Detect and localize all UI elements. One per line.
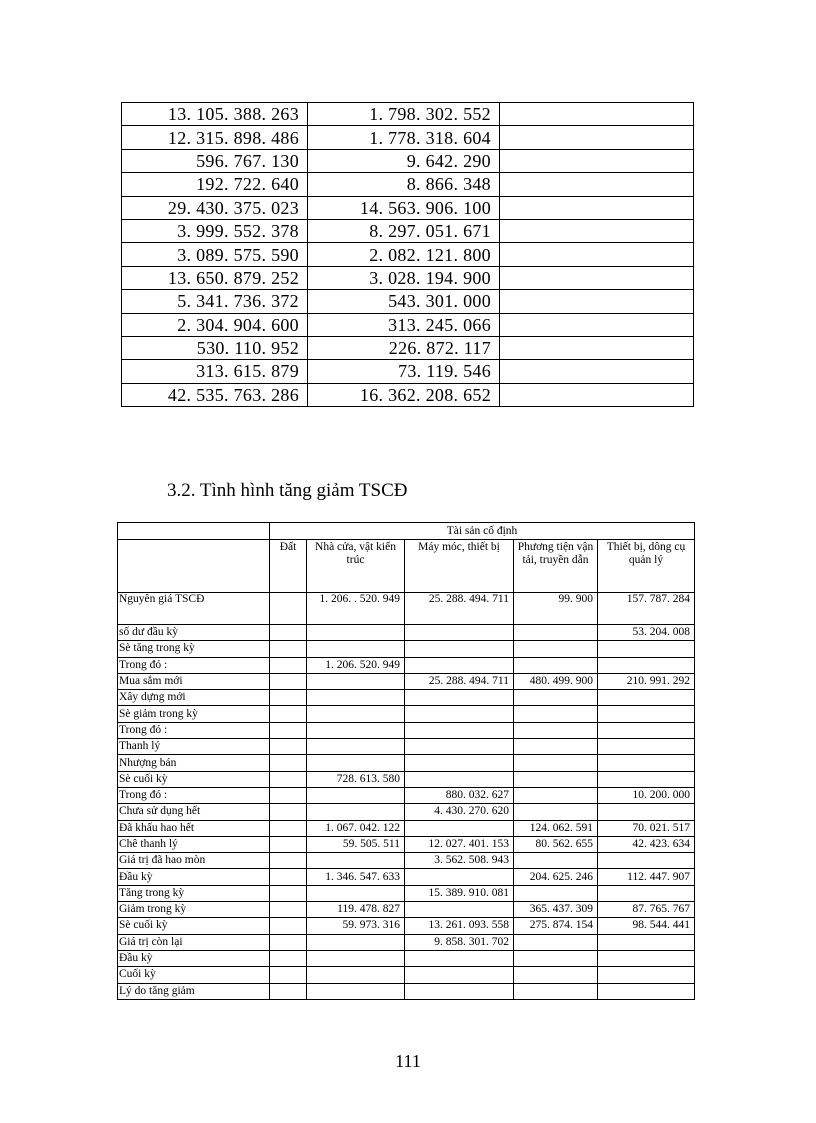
value-cell [307,967,405,983]
row-label: Sè cuối kỳ [118,918,270,934]
value-cell: 1. 206. . 520. 949 [307,593,405,625]
value-cell [405,820,514,836]
value-cell [307,885,405,901]
table-row [118,902,695,918]
table-cell: 9. 642. 290 [308,149,500,172]
table-cell: 13. 650. 879. 252 [122,266,308,289]
table-row [122,313,694,336]
value-cell [514,983,598,999]
value-cell: 13. 261. 093. 558 [405,918,514,934]
value-cell: 157. 787. 284 [598,593,695,625]
value-cell: 99. 900 [514,593,598,625]
table-row [122,103,694,126]
value-cell [405,950,514,966]
value-cell [514,787,598,803]
table-row [122,149,694,172]
value-cell [514,934,598,950]
value-cell: 15. 389. 910. 081 [405,885,514,901]
table-row [118,934,695,950]
value-cell [598,934,695,950]
value-cell [270,820,307,836]
value-cell: 9. 858. 301. 702 [405,934,514,950]
value-cell: 119. 478. 827 [307,902,405,918]
header-blank-cell [118,523,270,540]
value-cell [307,804,405,820]
table-row [118,690,695,706]
table-row [118,804,695,820]
value-cell [514,950,598,966]
value-cell: 10. 200. 000 [598,787,695,803]
row-label: Chê thanh lý [118,836,270,852]
row-label: Trong đó : [118,722,270,738]
table-row [118,771,695,787]
value-cell [307,690,405,706]
value-cell [598,950,695,966]
value-cell [270,706,307,722]
table-cell: 8. 866. 348 [308,173,500,196]
top-figures-table [121,102,694,407]
value-cell [514,967,598,983]
value-cell [598,967,695,983]
table-cell: 543. 301. 000 [308,290,500,313]
value-cell [405,739,514,755]
table-cell: 16. 362. 208. 652 [308,383,500,406]
value-cell: 98. 544. 441 [598,918,695,934]
table-row [118,820,695,836]
table-cell [500,383,694,406]
value-cell: 25. 288. 494. 711 [405,673,514,689]
value-cell [307,739,405,755]
header-blank-cell [118,540,270,593]
row-label: số dư đầu kỳ [118,625,270,641]
value-cell [598,722,695,738]
table-cell: 1. 798. 302. 552 [308,103,500,126]
value-cell [514,722,598,738]
value-cell: 210. 991. 292 [598,673,695,689]
table-row [118,885,695,901]
value-cell [405,755,514,771]
value-cell [405,869,514,885]
table-cell [500,173,694,196]
value-cell: 42. 423. 634 [598,836,695,852]
table-cell [500,313,694,336]
table-row [122,243,694,266]
table-cell: 13. 105. 388. 263 [122,103,308,126]
value-cell [270,804,307,820]
value-cell: 25. 288. 494. 711 [405,593,514,625]
value-cell [270,690,307,706]
value-cell [598,657,695,673]
value-cell [270,641,307,657]
value-cell: 728. 613. 580 [307,771,405,787]
table-cell: 5. 341. 736. 372 [122,290,308,313]
value-cell: 112. 447. 907 [598,869,695,885]
value-cell [307,722,405,738]
value-cell: 70. 021. 517 [598,820,695,836]
table-cell: 3. 028. 194. 900 [308,266,500,289]
table-cell: 596. 767. 130 [122,149,308,172]
value-cell [270,625,307,641]
table-cell [500,219,694,242]
table-cell: 313. 615. 879 [122,360,308,383]
row-label: Trong đó : [118,787,270,803]
group-header-row [118,523,695,540]
table-cell: 8. 297. 051. 671 [308,219,500,242]
table-row [122,360,694,383]
row-label: Giá trị đã hao mòn [118,853,270,869]
value-cell [598,706,695,722]
row-label: Lý do tăng giảm [118,983,270,999]
table-cell [500,360,694,383]
value-cell: 4. 430. 270. 620 [405,804,514,820]
value-cell [270,771,307,787]
table-row [118,641,695,657]
table-row [122,126,694,149]
table-cell: 192. 722. 640 [122,173,308,196]
table-cell: 3. 999. 552. 378 [122,219,308,242]
table-cell [500,336,694,359]
table-row [122,219,694,242]
value-cell [405,983,514,999]
table-cell: 530. 110. 952 [122,336,308,359]
table-cell [500,103,694,126]
value-cell [405,967,514,983]
row-label: Trong đó : [118,657,270,673]
row-label: Cuối kỳ [118,967,270,983]
table-row [118,983,695,999]
value-cell [270,755,307,771]
table-cell: 226. 872. 117 [308,336,500,359]
table-row [118,657,695,673]
value-cell [270,657,307,673]
value-cell [270,853,307,869]
table-row [118,625,695,641]
value-cell: 59. 505. 511 [307,836,405,852]
value-cell [598,641,695,657]
value-cell: 80. 562. 655 [514,836,598,852]
table-cell [500,243,694,266]
value-cell [514,755,598,771]
value-cell [598,804,695,820]
table-row [122,266,694,289]
value-cell [270,934,307,950]
value-cell [514,853,598,869]
value-cell [307,755,405,771]
value-cell [270,739,307,755]
value-cell: 275. 874. 154 [514,918,598,934]
value-cell [307,853,405,869]
page-number: 111 [395,1051,421,1071]
value-cell [405,641,514,657]
value-cell [270,673,307,689]
column-header-buildings: Nhà cửa, vật kiến trúc [307,540,405,593]
table-row [118,869,695,885]
table-row [118,918,695,934]
table-cell [500,290,694,313]
value-cell [270,918,307,934]
row-label: Sè cuối kỳ [118,771,270,787]
table-row [122,173,694,196]
table-row [118,706,695,722]
value-cell [598,853,695,869]
value-cell: 1. 067. 042. 122 [307,820,405,836]
table-row [118,593,695,625]
row-label: Nhượng bán [118,755,270,771]
column-header-machinery: Máy móc, thiết bị [405,540,514,593]
table-row [118,755,695,771]
row-label: Đầu kỳ [118,950,270,966]
table-row [118,950,695,966]
table-cell: 313. 245. 066 [308,313,500,336]
value-cell [307,787,405,803]
value-cell [598,739,695,755]
row-label: Sè tăng trong kỳ [118,641,270,657]
value-cell: 53. 204. 008 [598,625,695,641]
row-label: Giá trị còn lại [118,934,270,950]
value-cell [514,706,598,722]
value-cell: 1. 206. 520. 949 [307,657,405,673]
table-cell: 2. 082. 121. 800 [308,243,500,266]
column-header-vehicles: Phương tiện vận tải, truyền dẫn [514,540,598,593]
group-header-fixed-assets: Tài sản cố định [270,523,695,540]
row-label: Đã khấu hao hết [118,820,270,836]
table-cell: 2. 304. 904. 600 [122,313,308,336]
value-cell: 1. 346. 547. 633 [307,869,405,885]
value-cell [405,722,514,738]
value-cell [514,804,598,820]
value-cell: 480. 499. 900 [514,673,598,689]
value-cell [307,950,405,966]
value-cell [405,771,514,787]
row-label: Sè giảm trong kỳ [118,706,270,722]
table-row [118,787,695,803]
table-row [122,336,694,359]
value-cell [598,771,695,787]
value-cell: 365. 437. 309 [514,902,598,918]
value-cell [270,787,307,803]
column-header-land: Đất [270,540,307,593]
value-cell [307,934,405,950]
table-cell [500,266,694,289]
value-cell [307,641,405,657]
value-cell [270,885,307,901]
row-label: Thanh lý [118,739,270,755]
value-cell: 59. 973. 316 [307,918,405,934]
row-label: Nguyên giá TSCĐ [118,593,270,625]
table-row [118,853,695,869]
value-cell [270,836,307,852]
value-cell: 3. 562. 508. 943 [405,853,514,869]
value-cell [307,983,405,999]
row-label: Tăng trong kỳ [118,885,270,901]
value-cell: 880. 032. 627 [405,787,514,803]
table-cell: 3. 089. 575. 590 [122,243,308,266]
table-cell: 14. 563. 906. 100 [308,196,500,219]
table-cell: 29. 430. 375. 023 [122,196,308,219]
value-cell [270,950,307,966]
value-cell: 87. 765. 767 [598,902,695,918]
value-cell [405,690,514,706]
table-row [118,967,695,983]
value-cell [598,983,695,999]
value-cell [514,657,598,673]
table-cell: 42. 535. 763. 286 [122,383,308,406]
value-cell [514,885,598,901]
value-cell: 204. 625. 246 [514,869,598,885]
value-cell [270,967,307,983]
row-label: Đầu kỳ [118,869,270,885]
column-header-row [118,540,695,593]
table-cell: 1. 778. 318. 604 [308,126,500,149]
value-cell: 124. 062. 591 [514,820,598,836]
value-cell [270,983,307,999]
value-cell [514,690,598,706]
row-label: Giảm trong kỳ [118,902,270,918]
table-cell: 73. 119. 546 [308,360,500,383]
table-row [122,383,694,406]
section-heading: 3.2. Tình hình tăng giảm TSCĐ [167,480,408,501]
table-row [122,196,694,219]
table-row [118,739,695,755]
value-cell: 12. 027. 401. 153 [405,836,514,852]
column-header-office-equipment: Thiết bị, dông cụ quản lý [598,540,695,593]
value-cell [270,593,307,625]
table-cell [500,126,694,149]
table-row [118,836,695,852]
value-cell [514,641,598,657]
row-label: Mua sắm mới [118,673,270,689]
table-cell: 12. 315. 898. 486 [122,126,308,149]
value-cell [598,755,695,771]
table-cell [500,149,694,172]
table-row [118,673,695,689]
value-cell [514,771,598,787]
value-cell [405,625,514,641]
value-cell [307,673,405,689]
value-cell [405,657,514,673]
row-label: Xây dựng mới [118,690,270,706]
value-cell [405,902,514,918]
table-row [118,722,695,738]
value-cell [307,706,405,722]
value-cell [270,722,307,738]
table-cell [500,196,694,219]
value-cell [514,625,598,641]
row-label: Chưa sử dụng hết [118,804,270,820]
fixed-assets-table [117,522,695,1000]
value-cell [270,869,307,885]
value-cell [307,625,405,641]
value-cell [270,902,307,918]
table-row [122,290,694,313]
value-cell [598,690,695,706]
value-cell [514,739,598,755]
value-cell [598,885,695,901]
value-cell [405,706,514,722]
